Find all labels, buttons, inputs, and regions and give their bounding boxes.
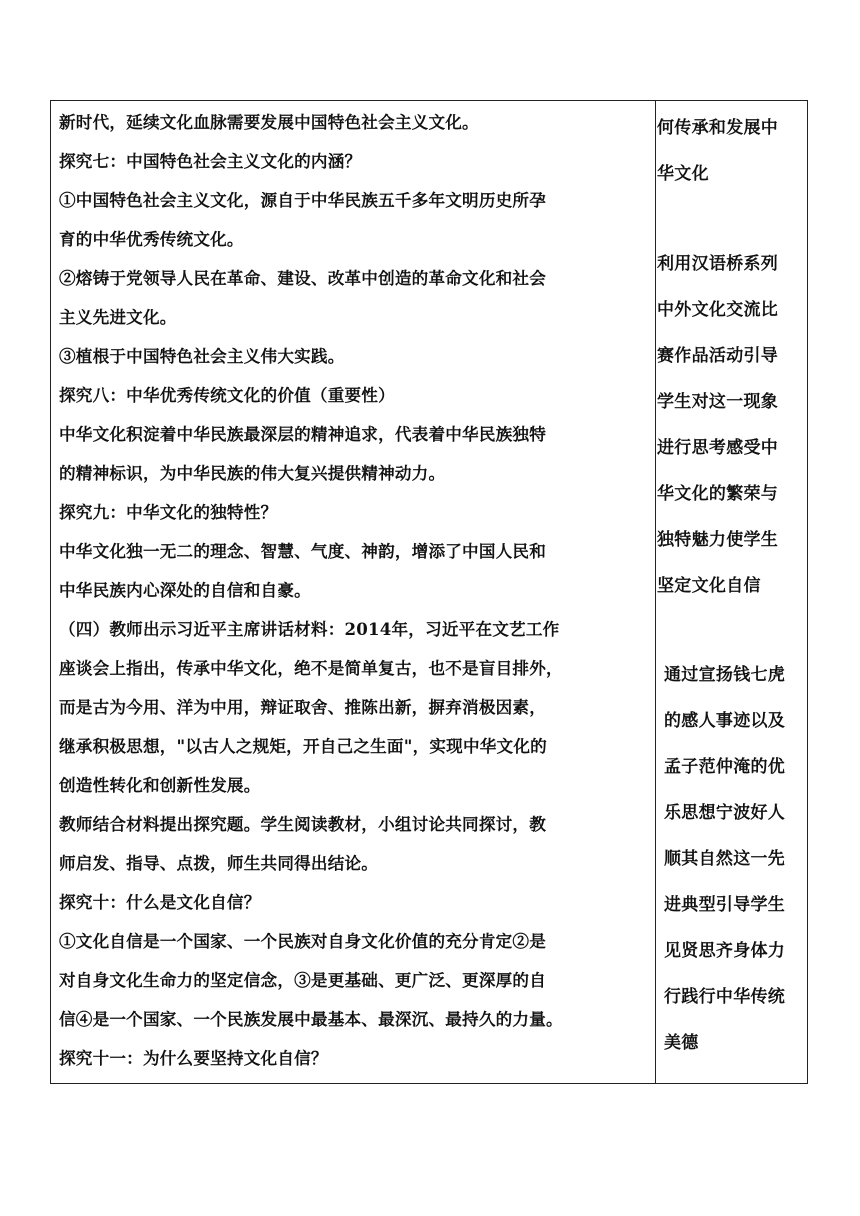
content-line: 探究十一：为什么要坚持文化自信？ <box>59 1048 328 1068</box>
content-line: 的精神标识，为中华民族的伟大复兴提供精神动力。 <box>59 463 446 483</box>
intent-line: 独特魅力使学生 <box>657 530 779 550</box>
content-line: 座谈会上指出，传承中华文化，绝不是简单复古，也不是盲目排外， <box>59 658 563 678</box>
intent-line: 乐思想宁波好人 <box>664 803 786 823</box>
intent-line: 通过宣扬钱七虎 <box>664 665 786 685</box>
intent-line: 何传承和发展中 <box>657 118 779 138</box>
lesson-table <box>50 100 808 1084</box>
intent-line: 顺其自然这一先 <box>664 849 786 869</box>
design-intent-group-1 <box>655 105 809 197</box>
intent-line: 学生对这一现象 <box>657 392 779 412</box>
teaching-content-cell <box>59 103 649 1078</box>
content-line: 探究十：什么是文化自信？ <box>59 892 261 912</box>
content-line: ①文化自信是一个国家、一个民族对自身文化价值的充分肯定②是 <box>59 931 547 951</box>
content-line: 育的中华优秀传统文化。 <box>59 229 244 249</box>
content-line: ①中国特色社会主义文化，源自于中华民族五千多年文明历史所孕 <box>59 190 547 210</box>
design-intent-group-2 <box>655 241 809 609</box>
intent-line: 美德 <box>664 1033 699 1053</box>
content-line: 教师结合材料提出探究题。学生阅读教材，小组讨论共同探讨，教 <box>59 814 547 834</box>
content-line: （四）教师出示习近平主席讲话材料：2014年，习近平在文艺工作 <box>59 619 560 639</box>
content-line: 而是古为今用、洋为中用，辩证取舍、推陈出新，摒弃消极因素， <box>59 697 547 717</box>
content-line: 信④是一个国家、一个民族发展中最基本、最深沉、最持久的力量。 <box>59 1009 563 1029</box>
intent-line: 孟子范仲淹的优 <box>664 757 786 777</box>
intent-line: 中外文化交流比 <box>657 300 779 320</box>
intent-line: 赛作品活动引导 <box>657 346 779 366</box>
intent-line: 利用汉语桥系列 <box>657 254 779 274</box>
content-line: 探究八：中华优秀传统文化的价值（重要性） <box>59 385 395 405</box>
content-line: 探究七：中国特色社会主义文化的内涵？ <box>59 151 362 171</box>
content-line: 主义先进文化。 <box>59 307 177 327</box>
content-line: 中华民族内心深处的自信和自豪。 <box>59 580 311 600</box>
content-line: 探究九：中华文化的独特性？ <box>59 502 278 522</box>
content-line: 师启发、指导、点拨，师生共同得出结论。 <box>59 853 379 873</box>
design-intent-group-3 <box>655 652 809 1066</box>
content-line: ③植根于中国特色社会主义伟大实践。 <box>59 346 345 366</box>
intent-line: 的感人事迹以及 <box>664 711 786 731</box>
content-line: 创造性转化和创新性发展。 <box>59 775 261 795</box>
content-line: ②熔铸于党领导人民在革命、建设、改革中创造的革命文化和社会 <box>59 268 547 288</box>
content-line: 中华文化独一无二的理念、智慧、气度、神韵，增添了中国人民和 <box>59 541 547 561</box>
content-line: 中华文化积淀着中华民族最深层的精神追求，代表着中华民族独特 <box>59 424 547 444</box>
content-line: 对自身文化生命力的坚定信念，③是更基础、更广泛、更深厚的自 <box>59 970 547 990</box>
content-line: 继承积极思想，"以古人之规矩，开自己之生面"，实现中华文化的 <box>59 736 547 756</box>
intent-line: 行践行中华传统 <box>664 987 786 1007</box>
intent-line: 进典型引导学生 <box>664 895 786 915</box>
intent-line: 坚定文化自信 <box>657 576 761 596</box>
intent-line: 华文化 <box>657 164 709 184</box>
intent-line: 进行思考感受中 <box>657 438 779 458</box>
content-line: 新时代，延续文化血脉需要发展中国特色社会主义文化。 <box>59 112 479 132</box>
intent-line: 华文化的繁荣与 <box>657 484 779 504</box>
intent-line: 见贤思齐身体力 <box>664 941 786 961</box>
